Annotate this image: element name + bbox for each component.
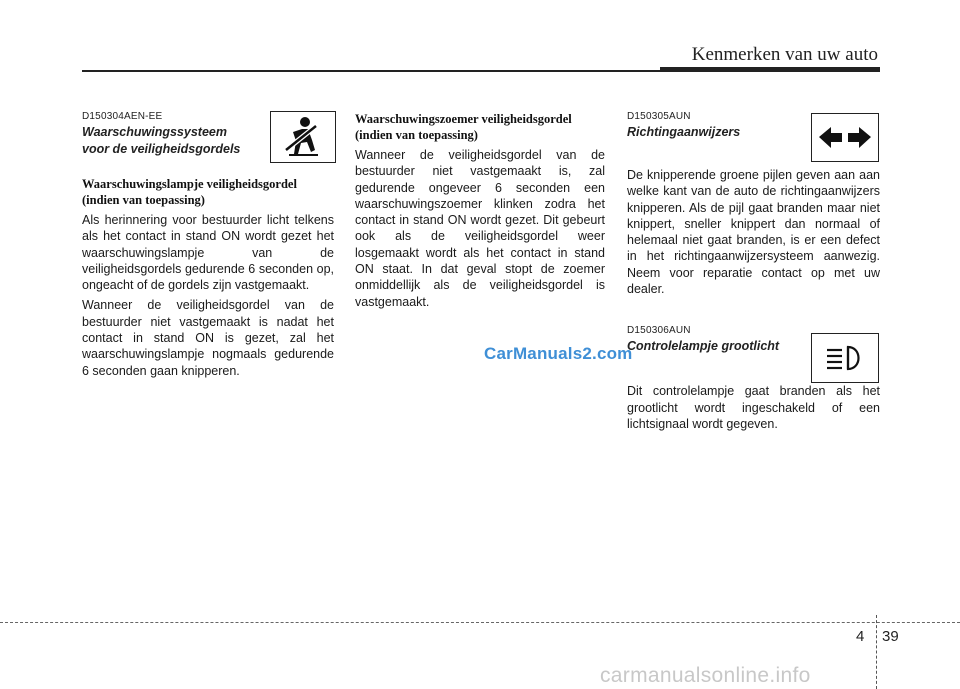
paragraph: Wanneer de veiligheidsgordel van de bestuurder niet vastgemaakt is nadat het contact in stand ON is gezet, zal het waarschuwingslampje nogmaals gedurende 6 seconden gaan knipperen. [82,298,334,378]
paragraph: Als herinnering voor bestuurder licht telkens als het contact in stand ON wordt gezet het waarschuwingslampje van de veiligheidsgordels gedurende 6 seconden op, ongeacht of de gordels zijn vastgemaakt. [82,213,334,293]
paragraph: De knipperende groene pijlen geven aan aan welke kant van de auto de richtingaanwijzers knipperen. Als de pijl gaat branden maar niet knippert, sneller knippert dan normaal of helemaal niet gaat branden, is er een defect in het richtingaanwijzersysteem aanwezig. Neem voor reparatie contact op met uw dealer. [627,168,880,297]
section-heading-line2: voor de veiligheidsgordels [82,142,241,156]
section-heading: Controlelampje grootlicht [627,339,780,354]
seatbelt-warning-icon [270,111,336,163]
header-rule [82,70,660,72]
section-heading: Richtingaanwijzers [627,125,741,139]
header-rule-accent [660,67,880,72]
subheading-line2: (indien van toepassing) [82,193,205,207]
section-code: D150304AEN-EE [82,111,163,122]
running-header: Kenmerken van uw auto [691,44,878,65]
paragraph: Dit controlelampje gaat branden als het grootlicht wordt ingeschakeld of een lichtsignaal wordt gegeven. [627,384,880,431]
footer-divider [876,615,877,689]
subheading-line2: (indien van toepassing) [355,128,478,142]
paragraph: Wanneer de veiligheidsgordel van de bestuurder niet vastgemaakt is, zal gedurende ongeveer 6 seconden een waarschuwingszoemer klinken zodra het contact in stand ON wordt gezet. Dit gebeurt ook als de veiligheidsgordel weer losgemaakt wordt als het contact in stand ON staat. In dat geval stopt de zoemer onmiddellijk als de veiligheidsgordel is vastgemaakt. [355,148,605,309]
watermark: CarManuals2.com [484,344,633,363]
subheading-line1: Waarschuwingszoemer veiligheidsgordel [355,112,572,126]
page-number: 39 [882,628,899,645]
section-heading-line1: Waarschuwingssysteem [82,125,227,139]
high-beam-icon [811,333,879,383]
site-watermark: carmanualsonline.info [600,664,811,687]
footer-rule [0,622,960,623]
turn-signal-arrows-icon [811,113,879,162]
section-number: 4 [856,628,865,645]
column-seatbelt-buzzer [355,111,605,314]
section-code: D150305AUN [627,111,691,122]
subheading-line1: Waarschuwingslampje veiligheidsgordel [82,177,297,191]
section-code: D150306AUN [627,325,691,337]
